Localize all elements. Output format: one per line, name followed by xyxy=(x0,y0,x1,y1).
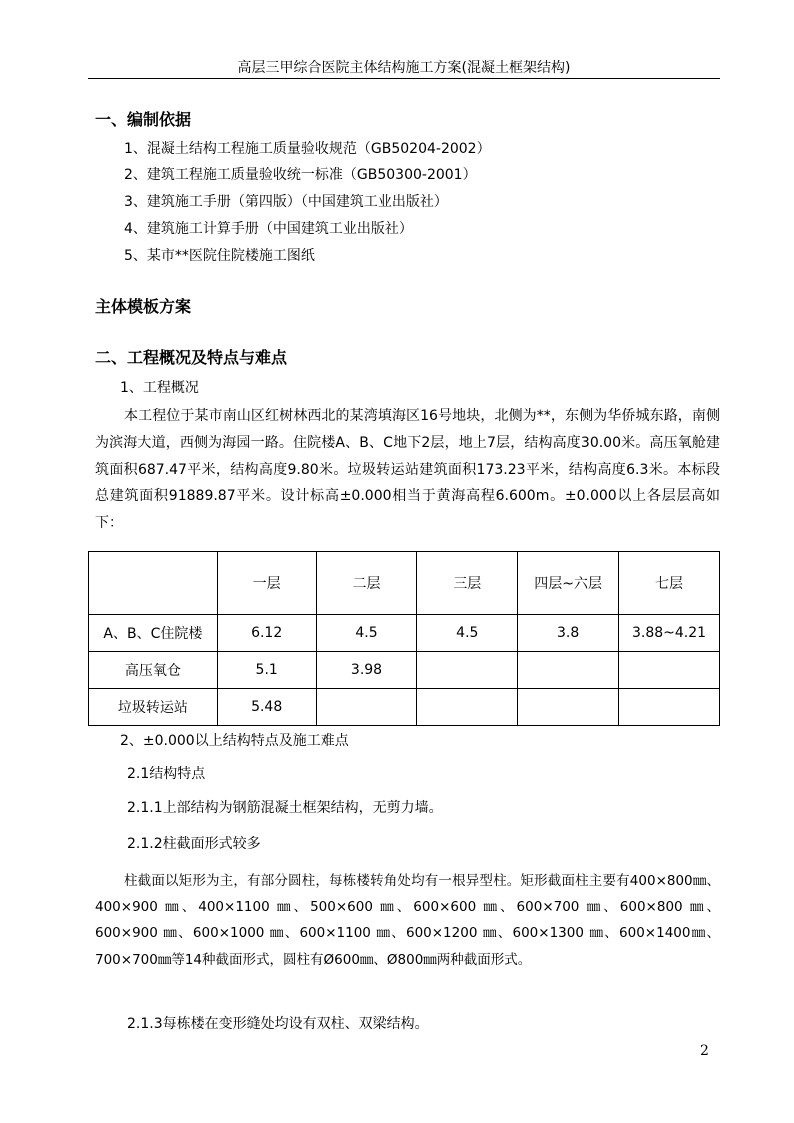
table-cell: 5.1 xyxy=(217,652,316,689)
reference-item: 1、混凝土结构工程施工质量验收规范（GB50204-2002） xyxy=(124,141,491,157)
table-row xyxy=(89,652,720,689)
table-cell xyxy=(417,689,518,726)
floor-height-table xyxy=(88,551,720,726)
columns-paragraph: 柱截面以矩形为主，有部分圆柱，每栋楼转角处均有一根异型柱。矩形截面柱主要有400×800㎜、400×900 ㎜、400×1100 ㎜、500×600 ㎜、600×600 ㎜、600×700 ㎜、600×800 ㎜、600×900 ㎜、600×1000 ㎜、600×1100 ㎜、600×1200 ㎜、600×1300 ㎜、600×1400㎜、700×700㎜等14种截面形式，圆柱有Ø600㎜、Ø800㎜两种截面形式。 xyxy=(95,873,720,968)
table-cell: 6.12 xyxy=(217,615,316,652)
subsection-overview: 1、工程概况 xyxy=(120,380,199,396)
subsection-column-forms: 2.1.2柱截面形式较多 xyxy=(127,836,261,852)
reference-item: 3、建筑施工手册（第四版）（中国建筑工业出版社） xyxy=(124,194,448,210)
formwork-heading: 主体模板方案 xyxy=(95,297,192,316)
subsection-features: 2.1结构特点 xyxy=(127,766,206,782)
subsection-structure: 2、±0.000以上结构特点及施工难点 xyxy=(120,733,349,749)
table-cell xyxy=(417,652,518,689)
subsection-frame: 2.1.1上部结构为钢筋混凝土框架结构，无剪力墙。 xyxy=(127,800,443,816)
table-row xyxy=(89,615,720,652)
table-header-cell: 三层 xyxy=(417,552,518,615)
section1-heading: 一、编制依据 xyxy=(95,110,192,129)
table-cell xyxy=(619,652,720,689)
running-header: 高层三甲综合医院主体结构施工方案(混凝土框架结构) xyxy=(237,60,571,76)
table-cell xyxy=(619,689,720,726)
table-header-cell xyxy=(89,552,218,615)
table-header-cell: 二层 xyxy=(316,552,417,615)
table-cell xyxy=(316,689,417,726)
reference-item: 4、建筑施工计算手册（中国建筑工业出版社） xyxy=(124,221,413,237)
table-cell: 3.98 xyxy=(316,652,417,689)
table-header-cell: 一层 xyxy=(217,552,316,615)
table-row xyxy=(89,689,720,726)
table-cell xyxy=(518,652,619,689)
table-cell: A、B、C住院楼 xyxy=(89,615,218,652)
section2-heading: 二、工程概况及特点与难点 xyxy=(95,348,288,367)
page-number: 2 xyxy=(700,1043,709,1059)
table-cell: 3.88~4.21 xyxy=(619,615,720,652)
table-header-cell: 七层 xyxy=(619,552,720,615)
reference-item: 5、某市**医院住院楼施工图纸 xyxy=(124,248,315,264)
subsection-double-columns: 2.1.3每栋楼在变形缝处均设有双柱、双梁结构。 xyxy=(127,1016,429,1032)
table-cell: 4.5 xyxy=(316,615,417,652)
table-header-row xyxy=(89,552,720,615)
table-cell: 高压氧仓 xyxy=(89,652,218,689)
table-cell xyxy=(518,689,619,726)
table-header-cell: 四层~六层 xyxy=(518,552,619,615)
header-rule xyxy=(88,78,720,79)
table-cell: 垃圾转运站 xyxy=(89,689,218,726)
table-cell: 4.5 xyxy=(417,615,518,652)
table-cell: 3.8 xyxy=(518,615,619,652)
table-cell: 5.48 xyxy=(217,689,316,726)
reference-item: 2、建筑工程施工质量验收统一标准（GB50300-2001） xyxy=(124,167,477,183)
overview-paragraph: 本工程位于某市南山区红树林西北的某湾填海区16号地块，北侧为**，东侧为华侨城东路，南侧为滨海大道，西侧为海园一路。住院楼A、B、C地下2层，地上7层，结构高度30.00米。高压氧舱建筑面积687.47平米，结构高度9.80米。垃圾转运站建筑面积173.23平米，结构高度6.3米。本标段总建筑面积91889.87平米。设计标高±0.000相当于黄海高程6.600m。±0.000以上各层层高如下： xyxy=(95,408,720,532)
